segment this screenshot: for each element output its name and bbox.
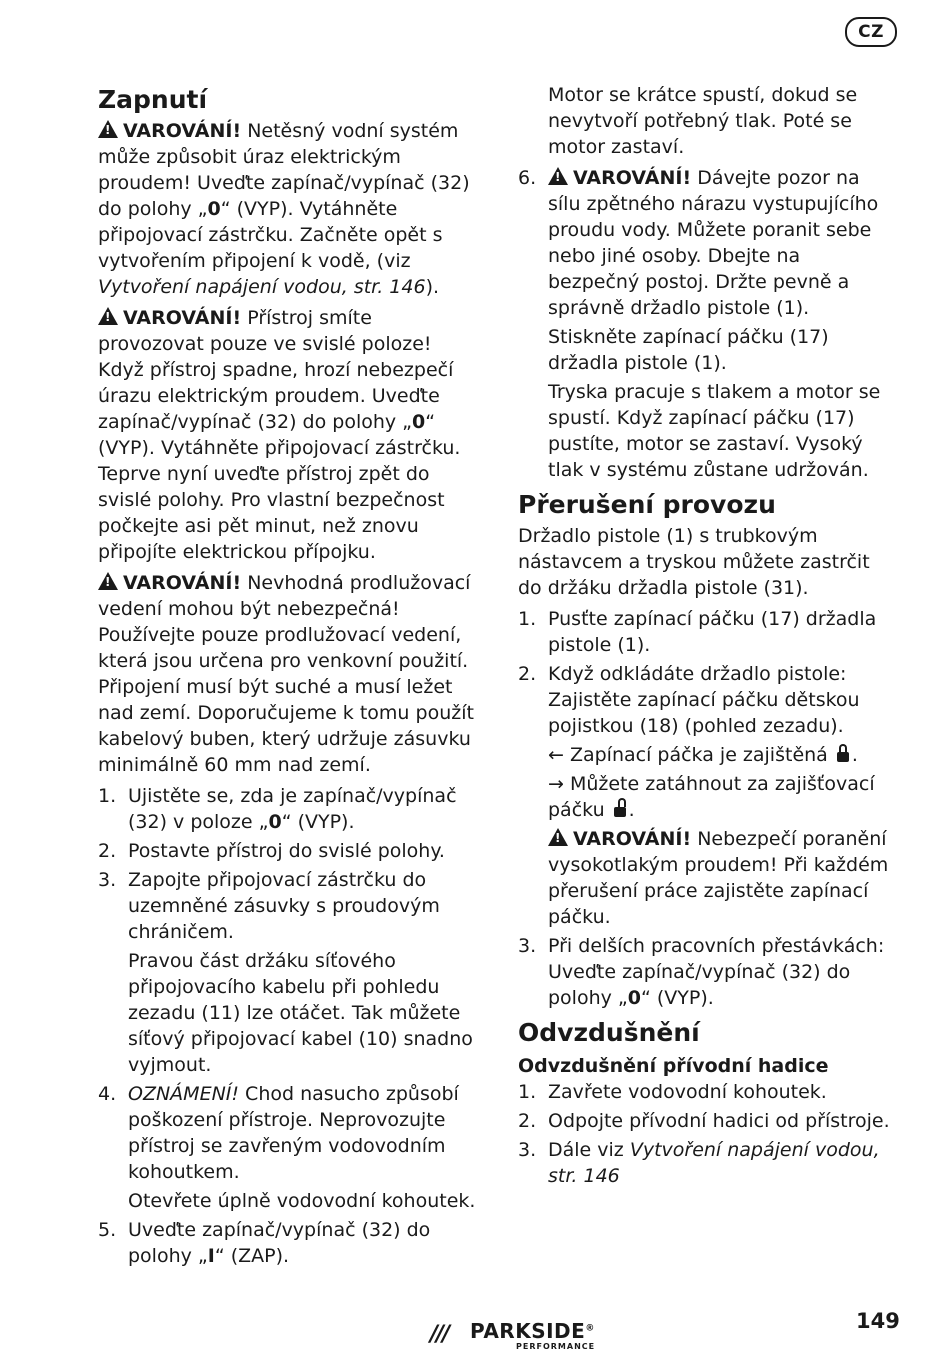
manual-page: CZ Zapnutí !VAROVÁNÍ! Netěsný vodní systém může způsobit úraz elektrickým proudem! Uveďte zapínač/vypínač (32) do polohy „0“ (VYP). Vytáhněte připojovací zástrčku. Začněte opět s vytvořením připojení k vodě, (viz Vytvoření napájení vodou, str. 146). !VAROVÁNÍ! Přístroj smíte provozovat pouze ve svislé poloze! Když přístroj spadne, hrozí nebezpečí úrazu elektrickým proudem. Uveďte zapínač/vypínač (32) do polohy „0“ (VYP). Vytáhněte připojovací zástrčku. Teprve nyní uveďte přístroj zpět do svislé polohy. Pro vlastní bezpečnost počkejte asi pět minut, než znovu připojíte elektrickou přípojku. !VAROVÁNÍ! Nevhodná prodlužovací vedení mohou být nebezpečná! Používejte pouze prodlužovací vedení, která jsou určena pro venkovní použití. Připojení musí být suché a musí ležet nad zemí. Doporučujeme k tomu použít kabelový buben, který udržuje zásuvku minimálně 60 mm nad zemí. 1. Ujistěte se, zda je zapínač/vypínač (32) v poloze „0“ (VYP). 2. Postavte přístroj do svislé polohy. 3. Zapojte připojovací zástrčku do uzemněné zásuvky s proudovým chráničem. Pravou část držáku síťového připojovacího kabelu při pohledu zezadu (11) lze otáčet. Tak můžete síťový připojovací kabel (10) snadno vyjmout. 4. OZNÁMENÍ! Chod nasucho způsobí poškození přístroje. Neprovozujte přístroj se zavřeným vodovodním kohoutkem. Otevřete úplně vodovodní kohoutek. 5. Uveďte zapínač/vypínač (32) do polohy „I“ (ZAP). Motor se krátce spustí, dokud se nevytvoří potřebný tlak. Poté se motor zastaví. 6. ! VAROVÁNÍ! Dávejte pozor na sílu zpětného nárazu vystupujícího proudu vody. Můžete poranit sebe nebo jiné osoby. Dbejte na bezpečný postoj. Držte pevně a správně držadlo pistole (1). Stiskněte zapínací páčku (17) držadla pistole (1). Tryska pracuje s tlakem a motor se spustí. Když zapínací páčku (17) pustíte, motor se zastaví. Vysoký tlak v systému zůstane udržován. Přerušení provozu Držadlo pistole (1) s trubkovým nástavcem a tryskou můžete zastrčit do držáku držadla pistole (31). 1. Pusťte zapínací páčku (17) držadla pistole (1). 2. Když odkládáte držadlo pistole: Zajistěte zapínací páčku dětskou pojistkou (18) (pohled zezadu). ← Zapínací páčka je zajištěná . → Můžete zatáhnout za zajišťovací páčku . !VAROVÁNÍ! Nebezpečí poranění vysokotlakým proudem! Při každém přerušení práce zajistěte zapínací páčku. 3. Při delších pracovních přestávkách: Uveďte zapínač/vypínač (32) do polohy „0“ (VYP). Odvzdušnění Odvzdušnění přívodní hadice 1. Zavřete vodovodní kohoutek. 2. Odpojte přívodní hadici od přístroje. 3. Dále viz Vytvoření napájení vodou, str. 146 /// PARKSIDE® PERFORMANCE 149: [0, 0, 950, 1359]
list-item: 3. Při delších pracovních přestávkách: Uveďte zapínač/vypínač (32) do polohy „0“ (VYP).: [518, 935, 885, 1009]
logo-subtitle: PERFORMANCE: [516, 1342, 596, 1351]
warning-paragraph: !VAROVÁNÍ! Nevhodná prodlužovací vedení mohou být nebezpečná! Používejte pouze prodlužovací vedení, která jsou určena pro venkovní použití. Připojení musí být suché a musí ležet nad zemí. Doporučujeme k tomu použít kabelový buben, který udržuje zásuvku minimálně 60 mm nad zemí.: [98, 570, 476, 778]
warning-triangle-icon: [98, 307, 118, 325]
list-item: 1. Zavřete vodovodní kohoutek.: [518, 1081, 827, 1103]
logo-stripes: ///: [430, 1322, 449, 1347]
cross-reference: Vytvoření napájení vodou, str. 146: [98, 276, 426, 298]
warning-triangle-icon: [98, 572, 118, 590]
right-column: Motor se krátce spustí, dokud se nevytvoří potřebný tlak. Poté se motor zastaví. 6. ! VAROVÁNÍ! Dávejte pozor na sílu zpětného nárazu vystupujícího proudu vody. Můžete poranit sebe nebo jiné osoby. Dbejte na bezpečný postoj. Držte pevně a správně držadlo pistole (1). Stiskněte zapínací páčku (17) držadla pistole (1). Tryska pracuje s tlakem a motor se spustí. Když zapínací páčku (17) pustíte, motor se zastaví. Vysoký tlak v systému zůstane udržován. Přerušení provozu Držadlo pistole (1) s trubkovým nástavcem a tryskou můžete zastrčit do držáku držadla pistole (31). 1. Pusťte zapínací páčku (17) držadla pistole (1). 2. Když odkládáte držadlo pistole: Zajistěte zapínací páčku dětskou pojistkou (18) (pohled zezadu). ← Zapínací páčka je zajištěná . → Můžete zatáhnout za zajišťovací páčku . !VAROVÁNÍ! Nebezpečí poranění vysokotlakým proudem! Při každém přerušení práce zajistěte zapínací páčku. 3. Při delších pracovních přestávkách: Uveďte zapínač/vypínač (32) do polohy „0“ (VYP). Odvzdušnění Odvzdušnění přívodní hadice 1. Zavřete vodovodní kohoutek. 2. Odpojte přívodní hadici od přístroje. 3. Dále viz Vytvoření napájení vodou, str. 146: [518, 82, 894, 1194]
list-item: 4. OZNÁMENÍ! Chod nasucho způsobí poškození přístroje. Neprovozujte přístroj se zavřeným vodovodním kohoutkem. Otevřete úplně vodovodní kohoutek.: [98, 1083, 476, 1212]
section-heading-odvzdusneni: Odvzdušnění: [518, 1018, 700, 1047]
language-badge: CZ: [845, 17, 897, 47]
step-list: [98, 783, 476, 1269]
warning-triangle-icon: [548, 828, 568, 846]
logo-wordmark: PARKSIDE: [470, 1319, 586, 1343]
section-heading-preruseni: Přerušení provozu: [518, 490, 776, 519]
list-item: 6. ! VAROVÁNÍ! Dávejte pozor na sílu zpětného nárazu vystupujícího proudu vody. Můžete poranit sebe nebo jiné osoby. Dbejte na bezpečný postoj. Držte pevně a správně držadlo pistole (1). Stiskněte zapínací páčku (17) držadla pistole (1). Tryska pracuje s tlakem a motor se spustí. Když zapínací páčku (17) pustíte, motor se zastaví. Vysoký tlak v systému zůstane udržován.: [518, 165, 894, 483]
list-item: 1. Ujistěte se, zda je zapínač/vypínač (32) v poloze „0“ (VYP).: [98, 785, 457, 833]
step-list: [518, 1079, 894, 1189]
warning-paragraph: !VAROVÁNÍ! Netěsný vodní systém může způsobit úraz elektrickým proudem! Uveďte zapínač/vypínač (32) do polohy „0“ (VYP). Vytáhněte připojovací zástrčku. Začněte opět s vytvořením připojení k vodě, (viz Vytvoření napájení vodou, str. 146).: [98, 118, 476, 300]
lock-closed-icon: [837, 752, 849, 762]
subsection-heading: Odvzdušnění přívodní hadice: [518, 1055, 829, 1077]
list-item: 1. Pusťte zapínací páčku (17) držadla pistole (1).: [518, 608, 877, 656]
list-item: 2. Když odkládáte držadlo pistole: Zajistěte zapínací páčku dětskou pojistkou (18) (pohled zezadu). ← Zapínací páčka je zajištěná . → Můžete zatáhnout za zajišťovací páčku . !VAROVÁNÍ! Nebezpečí poranění vysokotlakým proudem! Při každém přerušení práce zajistěte zapínací páčku.: [518, 661, 894, 930]
page-number: 149: [856, 1309, 900, 1333]
list-item: 2. Odpojte přívodní hadici od přístroje.: [518, 1110, 890, 1132]
step-list: [518, 165, 894, 483]
cross-reference: Vytvoření napájení vodou, str. 146: [548, 1139, 880, 1187]
continued-step-text: Motor se krátce spustí, dokud se nevytvoří potřebný tlak. Poté se motor zastaví.: [548, 84, 858, 158]
step-list: [518, 606, 894, 1011]
lock-open-icon: [614, 807, 626, 817]
warning-triangle-icon: [548, 167, 568, 185]
list-item: 5. Uveďte zapínač/vypínač (32) do polohy „I“ (ZAP).: [98, 1219, 431, 1267]
list-item: 2. Postavte přístroj do svislé polohy.: [98, 840, 445, 862]
list-item: 3. Dále viz Vytvoření napájení vodou, str. 146: [518, 1139, 880, 1187]
warning-paragraph: !VAROVÁNÍ! Přístroj smíte provozovat pouze ve svislé poloze! Když přístroj spadne, hrozí nebezpečí úrazu elektrickým proudem. Uveďte zapínač/vypínač (32) do polohy „0“ (VYP). Vytáhněte připojovací zástrčku. Teprve nyní uveďte přístroj zpět do svislé polohy. Pro vlastní bezpečnost počkejte asi pět minut, než znovu připojíte elektrickou přípojku.: [98, 305, 476, 565]
left-column: [98, 78, 476, 1274]
list-item: 3. Zapojte připojovací zástrčku do uzemněné zásuvky s proudovým chráničem. Pravou část držáku síťového připojovacího kabelu při pohledu zezadu (11) lze otáčet. Tak můžete síťový připojovací kabel (10) snadno vyjmout.: [98, 869, 473, 1076]
section-heading-zapnuti: Zapnutí: [98, 85, 208, 114]
warning-triangle-icon: [98, 120, 118, 138]
